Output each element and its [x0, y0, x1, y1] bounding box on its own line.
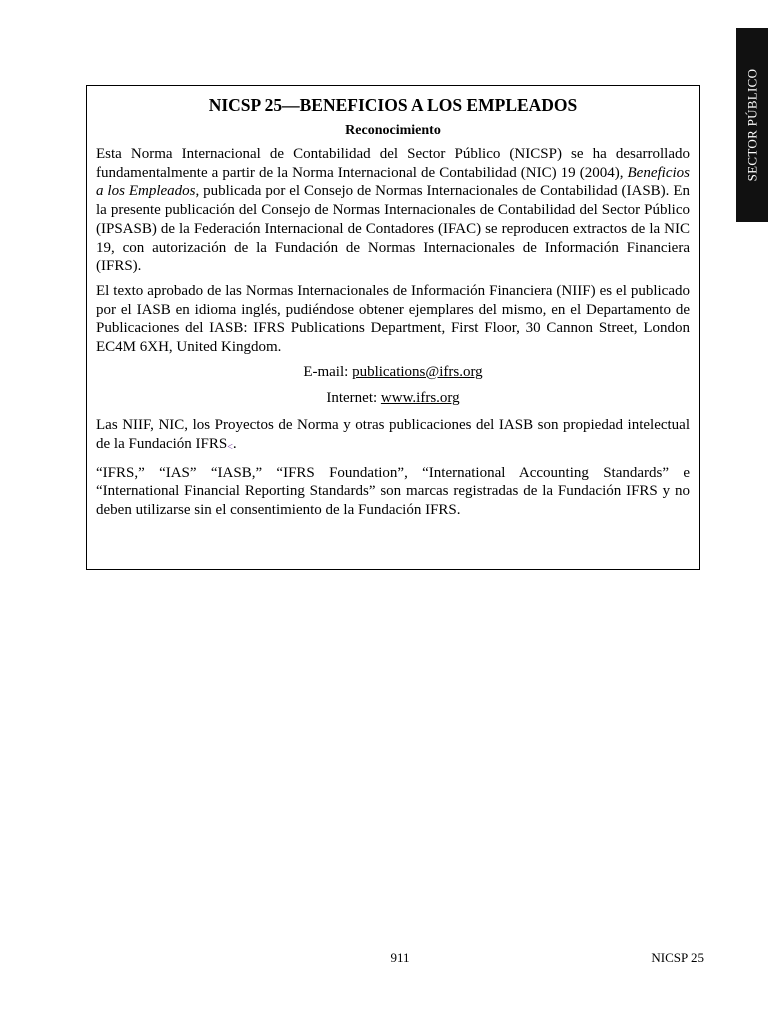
email-label: E-mail: [303, 363, 353, 380]
internet-line [96, 389, 690, 408]
paragraph-trademarks: “IFRS,” “IAS” “IASB,” “IFRS Foundation”, “International Accounting Standards” e “International Financial Reporting Standards” son marcas registradas de la Fundación IFRS y no deben utilizarse sin el consentimiento de la Fundación IFRS. [96, 464, 690, 518]
paragraph-ownership-end: . [232, 435, 237, 452]
internet-label: Internet: [326, 390, 381, 407]
revision-mark: < [227, 441, 233, 453]
paragraph-origin-end: , publicada por el Consejo de Normas Internacionales de Contabilidad (IASB). En la presente publicación del Consejo de Normas Internacionales de Contabilidad del Sector Público (IPSASB) de la Federación Internacional de Contadores (IFAC) se reproducen extractos de la NIC 19, con autorización de la Fundación de Normas Internacionales de Información Financiera (IFRS). [96, 183, 690, 275]
section-tab [736, 28, 768, 222]
email-link[interactable]: publications@ifrs.org [352, 363, 483, 380]
document-title: NICSP 25—BENEFICIOS A LOS EMPLEADOS [208, 95, 578, 115]
paragraph-publications: El texto aprobado de las Normas Internacionales de Información Financiera (NIIF) es el publicado por el IASB en idioma inglés, pudiéndose obtener ejemplares del mismo, en el Departamento de Publicaciones del IASB: IFRS Publications Department, First Floor, 30 Cannon Street, London EC4M 6XH, United Kingdom. [96, 282, 690, 356]
paragraph-ownership [96, 416, 690, 457]
paragraph-origin-start: Esta Norma Internacional de Contabilidad del Sector Público (NICSP) se ha desarrollado fundamentalmente a partir de la Norma Internacional de Contabilidad (NIC) 19 (2004), [96, 146, 690, 181]
page-number: 911 [390, 950, 410, 965]
section-tab-label: SECTOR PÚBLICO [744, 68, 759, 182]
paragraph-origin [96, 145, 690, 276]
website-link[interactable]: www.ifrs.org [380, 390, 460, 407]
standard-code: NICSP 25 [651, 950, 704, 965]
referenced-standard-title: Beneficios a los Empleados [96, 164, 690, 200]
acknowledgement-box [86, 85, 700, 570]
paragraph-ownership-text: Las NIIF, NIC, los Proyectos de Norma y otras publicaciones del IASB son propiedad intelectual de la Fundación IFRS [96, 417, 690, 452]
section-heading: Reconocimiento [345, 123, 441, 138]
email-line [96, 363, 690, 382]
